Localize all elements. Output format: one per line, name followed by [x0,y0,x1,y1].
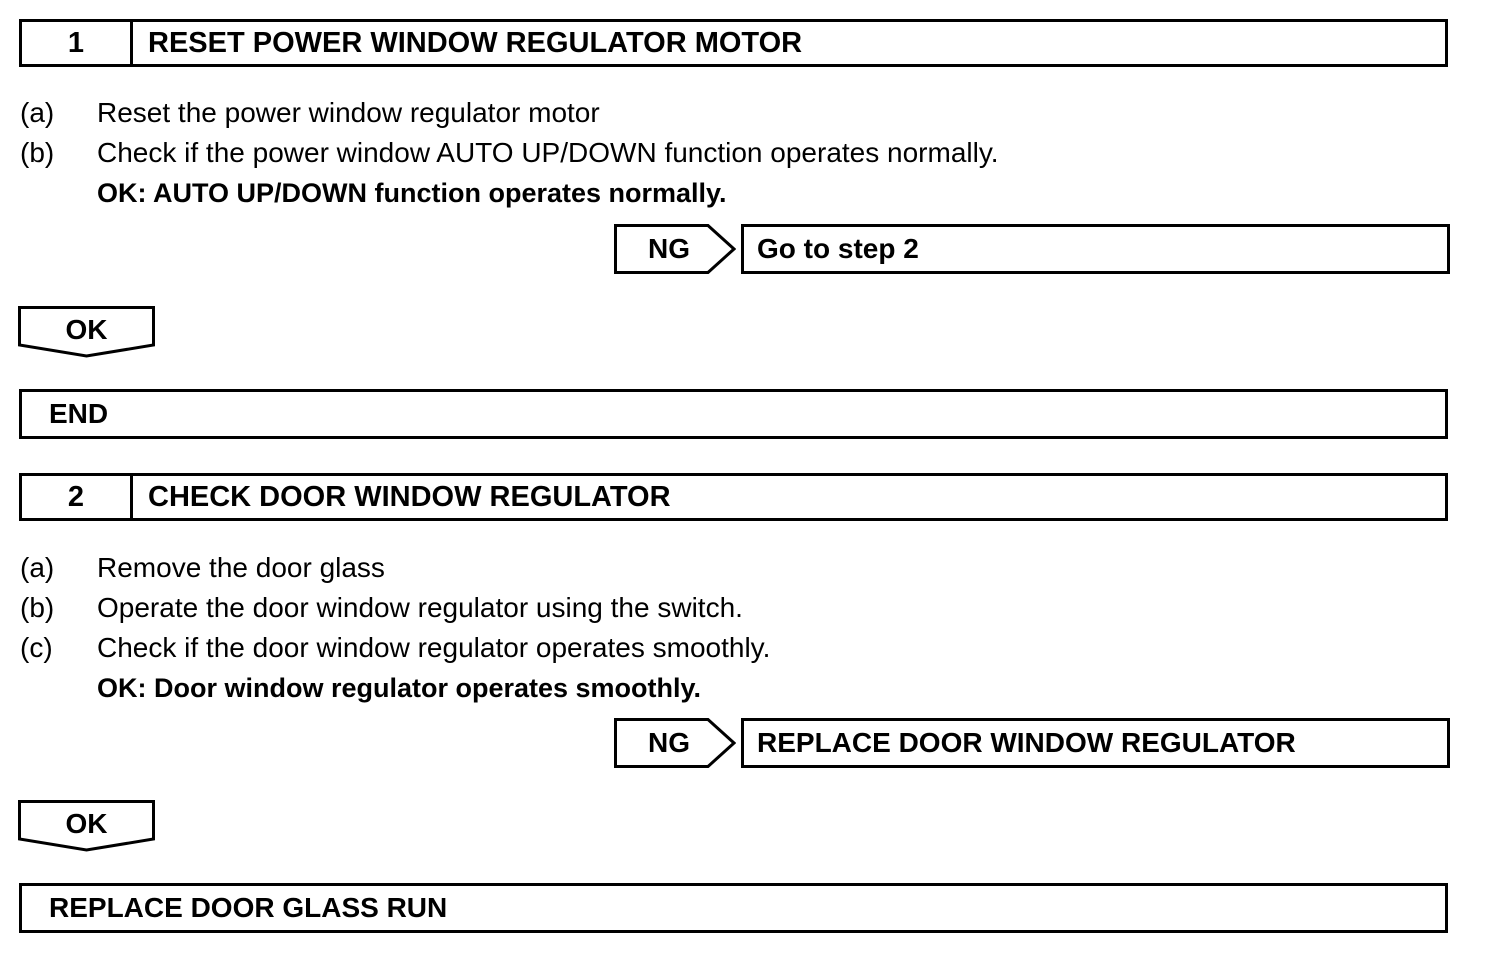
step-1-ok-arrow [18,306,155,358]
step-2-ok-arrow [18,800,155,852]
step-1-header [19,19,1448,67]
step-2-number: 2 [22,476,133,518]
step-1-ok-result: END [19,389,1448,439]
step-2-ng-label: NG [648,727,690,758]
step-2-item-a-text: Remove the door glass [97,552,385,583]
step-1-item-a-letter: (a) [20,97,55,128]
step-2-item-b-text: Operate the door window regulator using the switch. [97,592,743,623]
step-2-ng-result: REPLACE DOOR WINDOW REGULATOR [741,718,1450,768]
step-1-number: 1 [22,22,133,64]
step-2-item-c-text: Check if the door window regulator operates smoothly. [97,632,771,663]
step-2-header [19,473,1448,521]
step-1-ng-result: Go to step 2 [741,224,1450,274]
step-2-title: CHECK DOOR WINDOW REGULATOR [148,480,671,513]
step-1-item-b-text: Check if the power window AUTO UP/DOWN function operates normally. [97,137,999,168]
step-1-ng-arrow [614,224,736,274]
step-2-item-c-letter: (c) [20,632,53,663]
step-1-ok-condition: OK: AUTO UP/DOWN function operates normally. [97,178,727,208]
step-1-item-b-letter: (b) [20,137,55,168]
step-2-item-b-letter: (b) [20,592,55,623]
step-1-title: RESET POWER WINDOW REGULATOR MOTOR [148,26,803,59]
step-2-item-a-letter: (a) [20,552,55,583]
step-2-ok-label: OK [65,808,108,839]
step-1-item-a-text: Reset the power window regulator motor [97,97,600,128]
step-1-ng-label: NG [648,233,690,264]
step-1-ok-label: OK [65,314,108,345]
step-2-ng-arrow [614,718,736,768]
step-2-ok-result: REPLACE DOOR GLASS RUN [19,883,1448,933]
step-2-ok-condition: OK: Door window regulator operates smoothly. [97,673,702,703]
